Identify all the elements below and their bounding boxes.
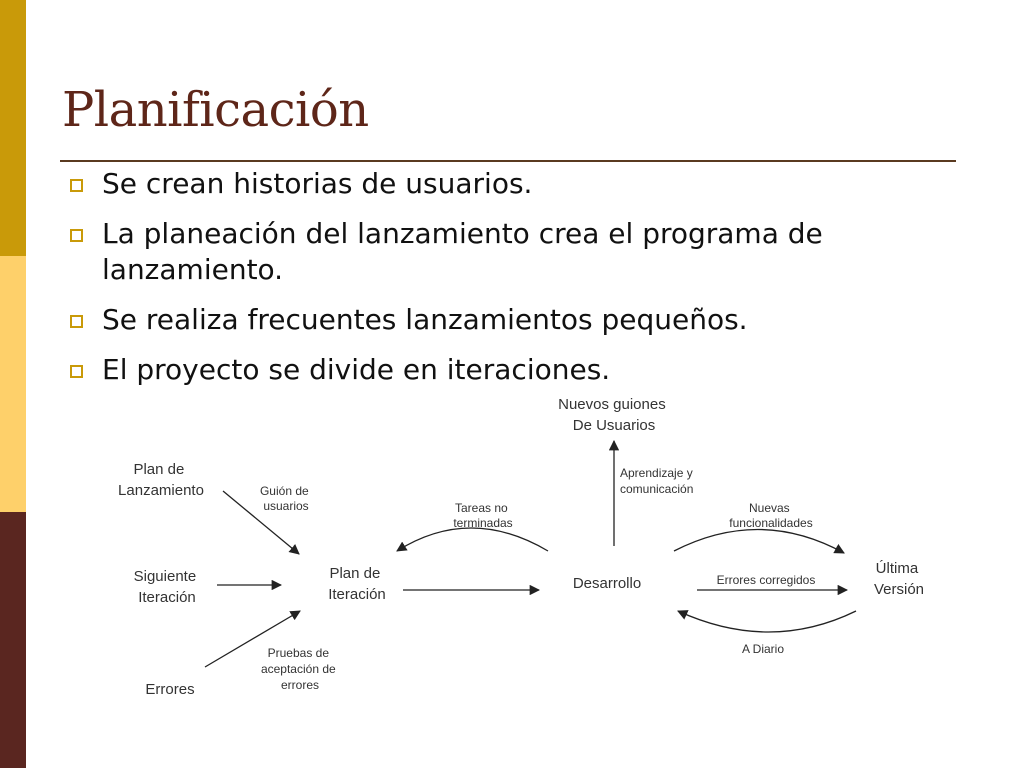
aprendizaje-label: Aprendizaje y comunicación bbox=[620, 466, 694, 496]
siguiente-iteracion-label: Siguiente Iteración bbox=[133, 568, 197, 606]
plan-lanzamiento-label: Plan de Lanzamiento bbox=[118, 461, 204, 499]
pruebas-aceptacion-label: Pruebas de aceptación de errores bbox=[260, 646, 336, 692]
bullet-text: Se realiza frecuentes lanzamientos pequeños. bbox=[102, 303, 748, 336]
plan-iteracion-label: Plan de Iteración bbox=[328, 565, 386, 603]
arrow-nuevas-funcionalidades bbox=[674, 529, 844, 553]
bullet-text: El proyecto se divide en iteraciones. bbox=[102, 353, 611, 386]
ultima-version-label: Última Versión bbox=[873, 560, 925, 598]
errores-label: Errores bbox=[145, 681, 195, 698]
nuevas-funcionalidades-label: Nuevas funcionalidades bbox=[729, 501, 813, 530]
arrow-a-diario bbox=[678, 611, 856, 632]
arrow-tareas-no-terminadas bbox=[397, 528, 548, 551]
guion-usuarios-label: Guión de usuarios bbox=[259, 484, 309, 513]
errores-corregidos-label: Errores corregidos bbox=[716, 573, 816, 587]
nuevos-guiones-label: Nuevos guiones De Usuarios bbox=[558, 396, 666, 434]
desarrollo-label: Desarrollo bbox=[572, 575, 642, 592]
slide-title: Planificación bbox=[62, 82, 369, 138]
bullet-text: La planeación del lanzamiento crea el programa de lanzamiento. bbox=[102, 217, 823, 286]
tareas-no-terminadas-label: Tareas no terminadas bbox=[453, 501, 513, 530]
bullet-text: Se crean historias de usuarios. bbox=[102, 167, 533, 200]
a-diario-label: A Diario bbox=[741, 642, 785, 656]
